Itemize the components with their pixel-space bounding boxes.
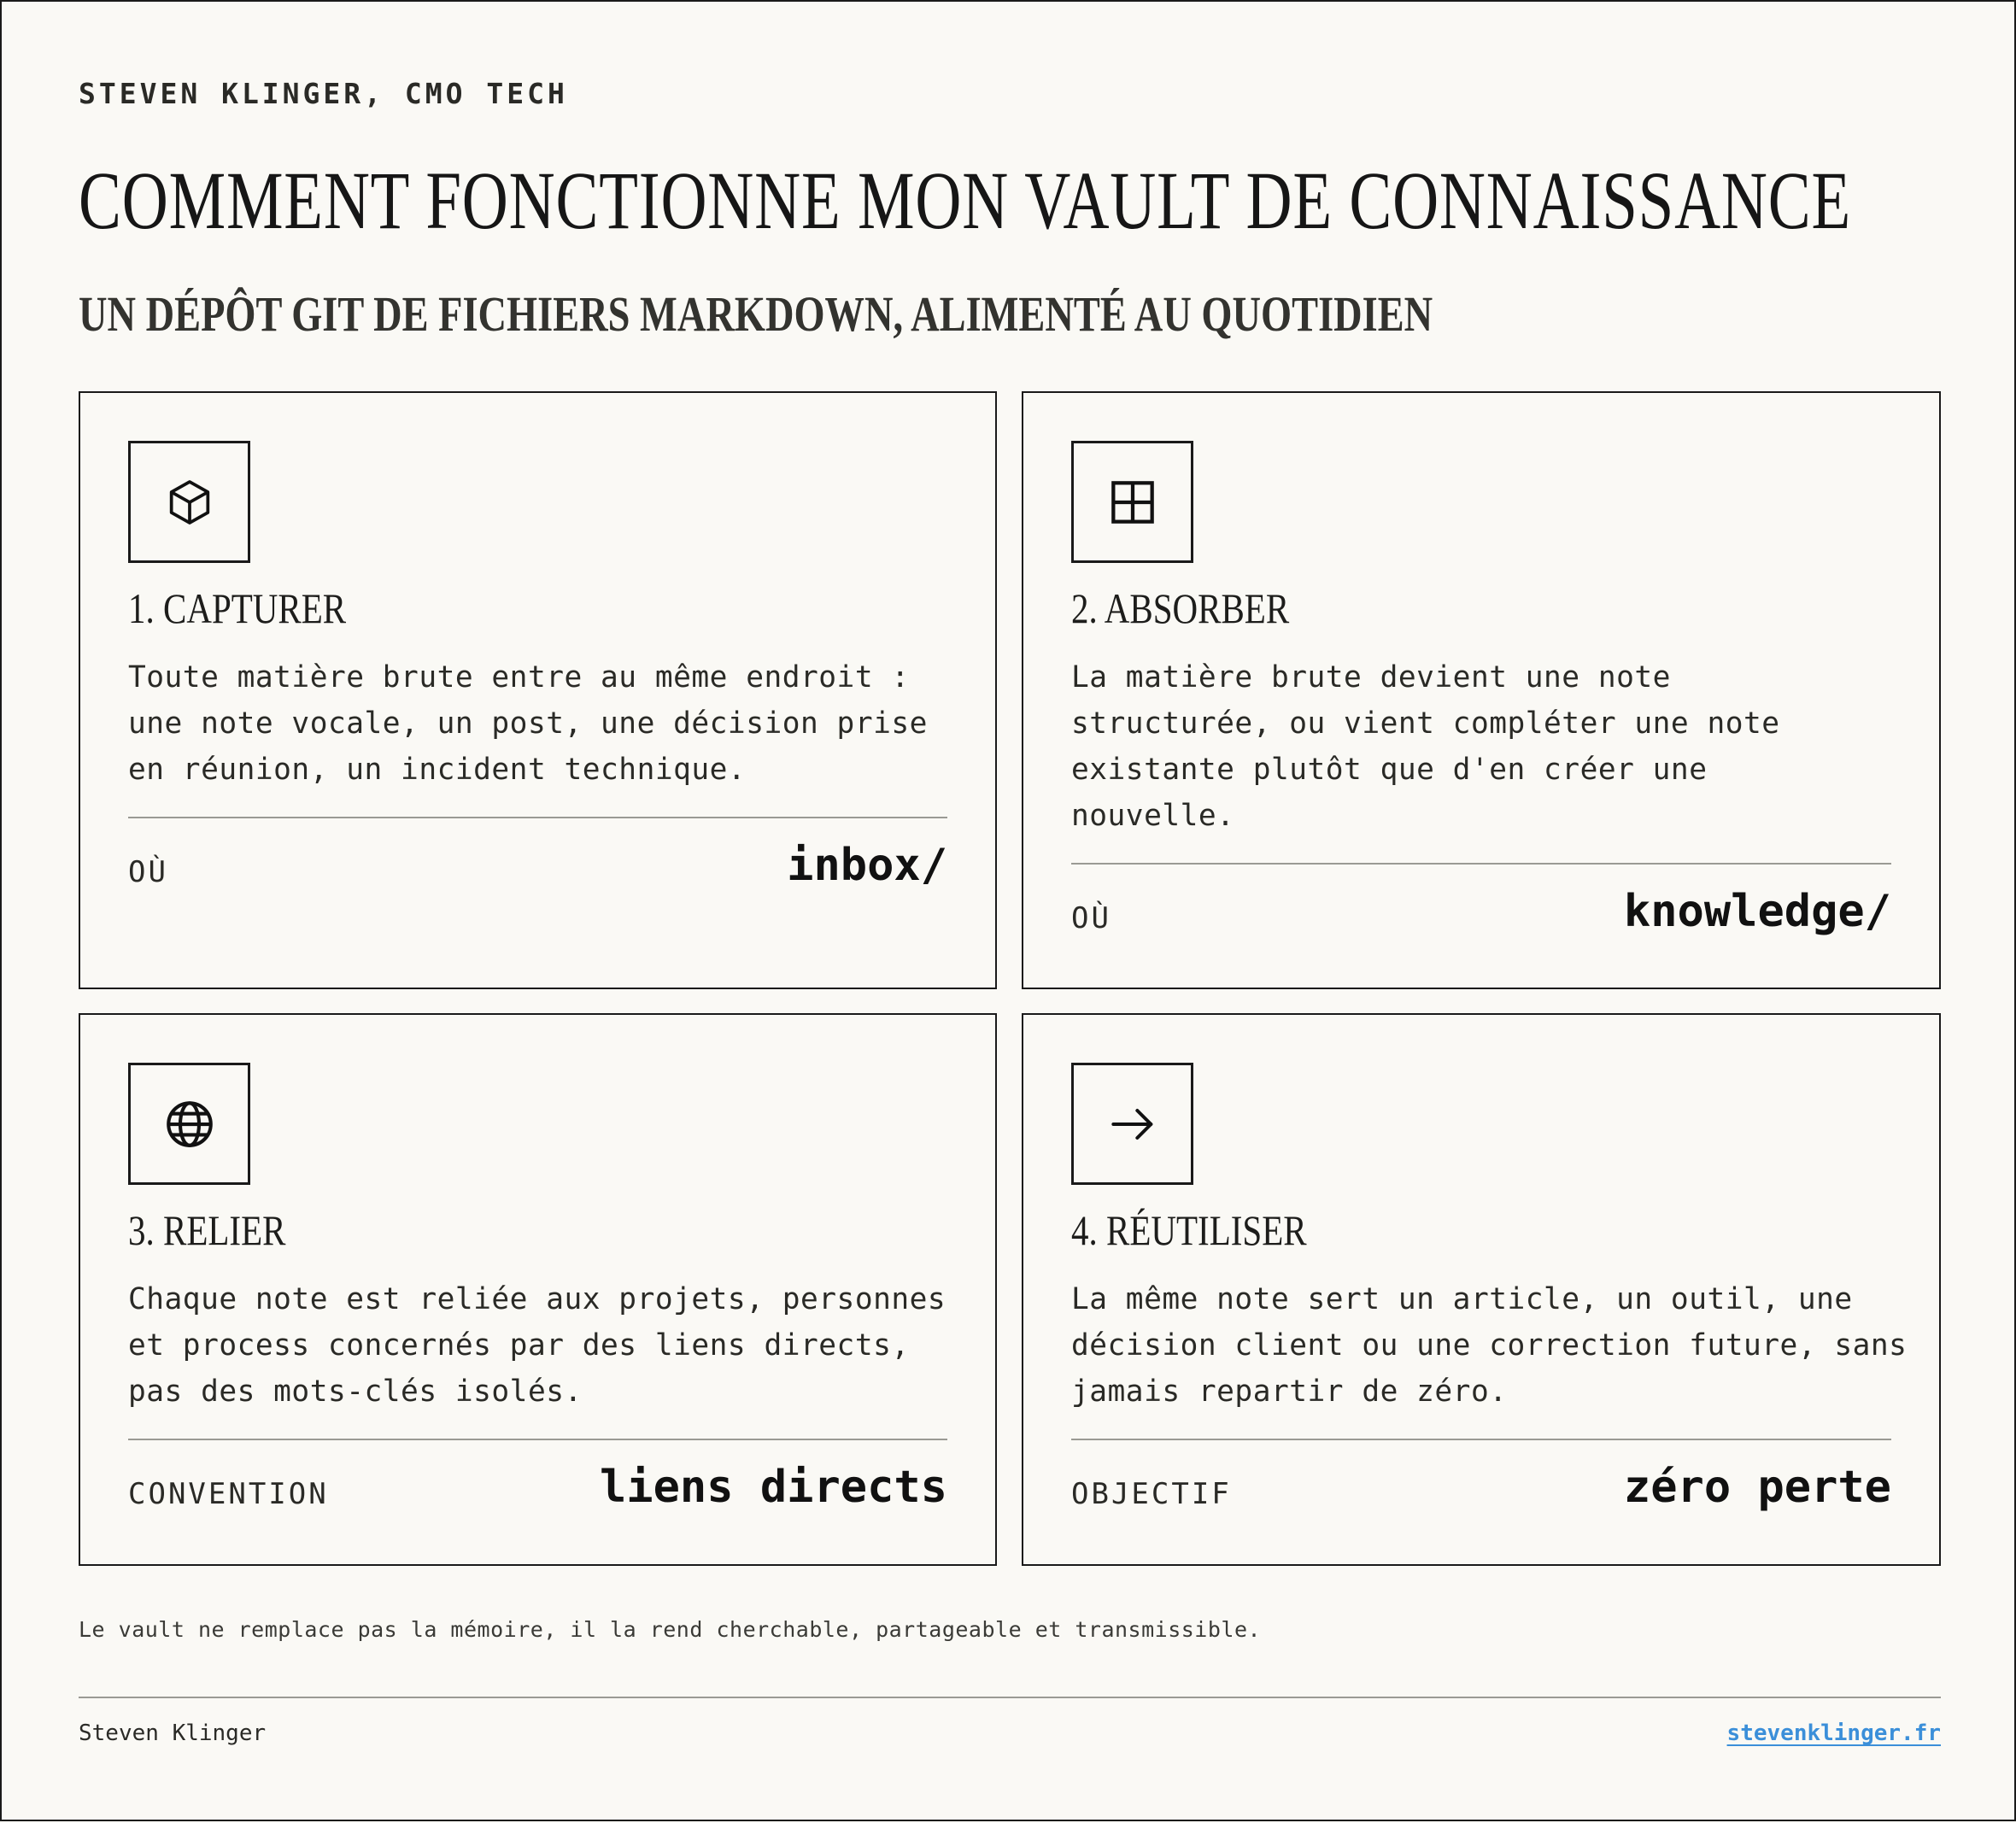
- step-title: 4. RÉUTILISER: [1071, 1206, 1307, 1254]
- page: [79, 2, 1941, 1823]
- meta-value: knowledge/: [1623, 886, 1891, 937]
- meta-label: CONVENTION: [128, 1477, 329, 1511]
- step-description: Chaque note est reliée aux projets, personnes et process concernés par des liens directs, pas des mots-clés isolés.: [128, 1282, 946, 1409]
- meta-value: inbox/: [787, 840, 947, 891]
- website-link[interactable]: stevenklinger.fr: [1726, 1720, 1941, 1746]
- card-divider: [128, 817, 947, 818]
- meta-value: zéro perte: [1623, 1462, 1891, 1513]
- page-title: COMMENT FONCTIONNE MON VAULT DE CONNAISSANCE: [79, 155, 1852, 246]
- footer-author-name: Steven Klinger: [79, 1720, 267, 1746]
- step-title: 3. RELIER: [128, 1206, 286, 1254]
- globe-icon: [128, 1063, 250, 1185]
- footnote: Le vault ne remplace pas la mémoire, il la rend cherchable, partageable et transmissible.: [79, 1617, 1262, 1642]
- meta-label: OÙ: [128, 855, 168, 889]
- step-card-link: [79, 1013, 997, 1566]
- step-description: La matière brute devient une note structurée, ou vient compléter une note existante plutôt que d'en créer une nouvelle.: [1071, 660, 1780, 833]
- arrow-right-icon: [1071, 1063, 1193, 1185]
- step-title: 2. ABSORBER: [1071, 584, 1290, 632]
- step-card-absorb: [1022, 391, 1941, 989]
- cube-icon: [128, 441, 250, 563]
- meta-label: OBJECTIF: [1071, 1477, 1232, 1511]
- card-divider: [1071, 863, 1891, 865]
- step-title: 1. CAPTURER: [128, 584, 347, 632]
- card-divider: [1071, 1439, 1891, 1440]
- grid-icon: [1071, 441, 1193, 563]
- step-description: La même note sert un article, un outil, une décision client ou une correction future, sans jamais repartir de zéro.: [1071, 1282, 1908, 1409]
- meta-label: OÙ: [1071, 901, 1111, 935]
- footer-divider: [79, 1697, 1941, 1698]
- step-card-capture: [79, 391, 997, 989]
- page-subtitle: UN DÉPÔT GIT DE FICHIERS MARKDOWN, ALIMENTÉ AU QUOTIDIEN: [79, 286, 1433, 342]
- step-card-reuse: [1022, 1013, 1941, 1566]
- step-description: Toute matière brute entre au même endroit : une note vocale, un post, une décision prise en réunion, un incident technique.: [128, 660, 928, 787]
- author-line: STEVEN KLINGER, CMO TECH: [79, 77, 568, 110]
- meta-value: liens directs: [600, 1462, 947, 1513]
- card-divider: [128, 1439, 947, 1440]
